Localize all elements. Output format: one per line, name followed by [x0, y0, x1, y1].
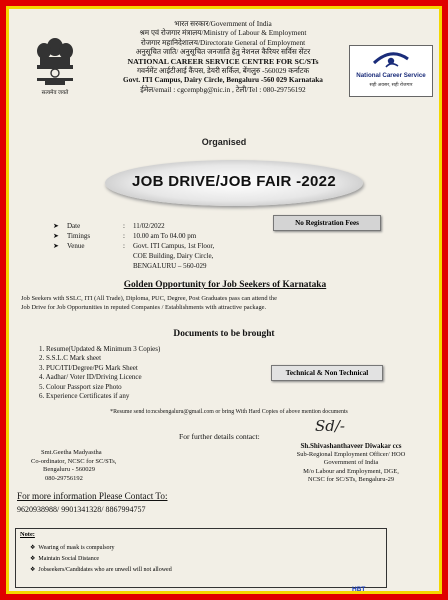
bullet-icon: ❖	[30, 567, 36, 573]
list-item: 3. PUC/ITI/Degree/PG Mark Sheet	[39, 363, 138, 372]
contact-line: NCSC for SC/STs, Bengaluru-29	[307, 476, 395, 484]
contact-line: Sub-Regional Employment Officer/ HOO	[296, 450, 406, 458]
header-line-hindi-centre: अनुसूचित जाति/ अनुसूचित जनजाति हेतु नेशनल कैरियर सर्विस सेंटर	[135, 47, 311, 57]
list-item: 1. Resume(Updated & Minimum 3 Copies)	[39, 345, 161, 353]
further-details-label: For further details contact:	[179, 432, 260, 441]
eligibility-line: Job Drive for Job Opportunities in reputed Companies / Establishments with attractive package.	[21, 304, 267, 311]
title-banner	[105, 160, 363, 206]
eligibility-line: Job Seekers with SSLC, ITI (All Trade), Diploma, PUC, Degree, Post Graduates pass can attend the	[21, 295, 277, 302]
header-line-directorate: रोजगार महानिदेशालय/Directorate General of Employment	[140, 37, 306, 47]
timings-value: 10.00 am To 04.00 pm	[133, 232, 197, 240]
list-item: 2. S.S.L.C Mark sheet	[39, 354, 102, 363]
signature-mark: Sd/-	[315, 417, 345, 435]
venue-line: Govt. ITI Campus, 1st Floor,	[133, 242, 215, 250]
date-label: Date	[67, 222, 81, 230]
bullet-icon: ➤	[53, 222, 59, 230]
documents-heading: Documents to be brought	[173, 329, 275, 339]
page-title: JOB DRIVE/JOB FAIR -2022	[132, 173, 336, 190]
contact-line: Government of India	[323, 459, 379, 467]
document-page: सत्यमेव जयते भारत सरकार/Government of India श्रम एवं रोजगार मंत्रालय/Ministry of Labour & Employment रोजगार महानिदेशालय/Directorate General of Employment अनुसूचित जाति/ अनुसूचित जनजाति हेतु नेशनल कैरियर सर्विस सेंटर NATIONAL CAREER SERVICE CENTRE FOR SC/STs गवर्नमेंट आईटीआई कैंपस, डेयरी सर्किल, बेंगलुरु -560029 कर्नाटक Govt. ITI Campus, Dairy Circle, Bengaluru -560 029 Karnataka ईमेल/email : cgcempbg@nic.in , टेली/Tel : 080-29756192 National Career Service सही अवसर, सही रोजगार Organised JOB DRIVE/JOB FAIR -2022 ➤ Date : 11/02/2022 ➤ Timings : 10.00 am To 04.00 pm ➤ Venue : Govt. ITI Campus, 1st Floor, COE Building, Dairy Circle, BENGALURU – 560-029 No Registration Fees Golden Opportunity for Job Seekers of Karnataka Job Seekers with SSLC, ITI (All Trade), Diploma, PUC, Degree, Post Graduates pass can attend the Job Drive for Job Opportunities in reputed Companies / Establishments with attractive package. Documents to be brought 1. Resume(Updated & Minimum 3 Copies) 2. S.S.L.C Mark sheet 3. PUC/ITI/Degree/PG Mark Sheet 4. Aadhar/ Voter ID/Driving Licence 5. Colour Passport size Photo 6. Experience Certificates if any Technical & Non Technical *Resume send to:ncsbengaluru@gmail.com or bring With Hard Copies of above mention documents For further details contact: Sd/- Smt.Geetha Madyastha Co-ordinator, NCSC for SC/STs, Bengaluru - 560029 080-29756192 Sh.Shivashanthaveer Diwakar ccs Sub-Regional Employment Officer/ HOO Government of India M/o Labour and Employment, DGE, NCSC for SC/STs, Bengaluru-29 For more information Please Contact To: 9620938988/ 9901341328/ 8867994757 Note: ❖ Wearing of mask is compulsory ❖ Maintain Social Distance ❖ Jobseekers/Candidates who are unwell will not allowed	[6, 6, 442, 594]
header-line-email: ईमेल/email : cgcempbg@nic.in , टेली/Tel : 080-29756192	[140, 84, 306, 94]
documents-list	[39, 345, 269, 401]
header-line-ministry: श्रम एवं रोजगार मंत्रालय/Ministry of Labour & Employment	[139, 28, 307, 38]
header-line-centre: NATIONAL CAREER SERVICE CENTRE FOR SC/STs	[127, 56, 319, 66]
note-text: Jobseekers/Candidates who are unwell will not allowed	[38, 567, 172, 573]
list-item: 5. Colour Passport size Photo	[39, 382, 122, 391]
ncs-name: National Career Service	[356, 72, 426, 79]
left-contact	[31, 449, 171, 483]
eligibility-text	[21, 294, 431, 312]
list-item	[30, 554, 172, 565]
more-info-heading: For more information Please Contact To:	[17, 491, 168, 501]
right-contact	[275, 442, 427, 485]
timings-label: Timings	[67, 232, 91, 240]
contact-line: Co-ordinator, NCSC for SC/STs,	[31, 457, 117, 465]
venue-line: COE Building, Dairy Circle,	[133, 252, 214, 260]
no-registration-fee-badge: No Registration Fees	[273, 215, 381, 231]
contact-line: Bengaluru - 560029	[43, 466, 95, 474]
organised-label: Organised	[201, 137, 247, 147]
header-line-hindi-govt: भारत सरकार/Government of India	[174, 19, 272, 28]
note-text: Maintain Social Distance	[38, 556, 100, 562]
header-line-address: Govt. ITI Campus, Dairy Circle, Bengaluru -560 029 Karnataka	[123, 75, 323, 85]
contact-line: Smt.Geetha Madyastha	[41, 449, 102, 456]
list-item	[30, 565, 172, 576]
venue-line: BENGALURU – 560-029	[133, 262, 207, 270]
bullet-icon: ❖	[30, 545, 36, 551]
date-value: 11/02/2022	[133, 222, 165, 230]
header-block	[93, 19, 353, 94]
golden-opportunity-heading: Golden Opportunity for Job Seekers of Karnataka	[123, 280, 327, 290]
list-item: 6. Experience Certificates if any	[39, 392, 130, 401]
bullet-icon: ➤	[53, 232, 59, 240]
job-type-badge: Technical & Non Technical	[271, 365, 383, 381]
contact-line: Sh.Shivashanthaveer Diwakar ccs	[300, 442, 402, 450]
ncs-swoosh-icon	[372, 49, 410, 69]
note-text: Wearing of mask is compulsory	[38, 545, 115, 551]
notes-list	[30, 543, 172, 576]
venue-label: Venue	[67, 242, 85, 250]
watermark: HBT	[352, 586, 366, 593]
national-emblem-icon	[27, 35, 83, 99]
bullet-icon: ➤	[53, 242, 59, 250]
contact-line: 080-29756192	[45, 474, 83, 482]
ncs-logo	[349, 45, 433, 97]
emblem-caption: सत्यमेव जयते	[41, 90, 69, 96]
note-heading: Note:	[20, 531, 35, 538]
contact-line: M/o Labour and Employment, DGE,	[303, 467, 399, 475]
header-line-hindi-address: गवर्नमेंट आईटीआई कैंपस, डेयरी सर्किल, बेंगलुरु -560029 कर्नाटक	[136, 66, 310, 76]
list-item: 4. Aadhar/ Voter ID/Driving Licence	[39, 373, 142, 382]
list-item	[30, 543, 172, 554]
note-box	[15, 528, 387, 588]
ncs-tagline: सही अवसर, सही रोजगार	[369, 83, 413, 88]
bullet-icon: ❖	[30, 556, 36, 562]
phone-numbers: 9620938988/ 9901341328/ 8867994757	[17, 505, 146, 514]
resume-note: *Resume send to:ncsbengaluru@gmail.com or bring With Hard Copies of above mention documents	[110, 409, 348, 415]
